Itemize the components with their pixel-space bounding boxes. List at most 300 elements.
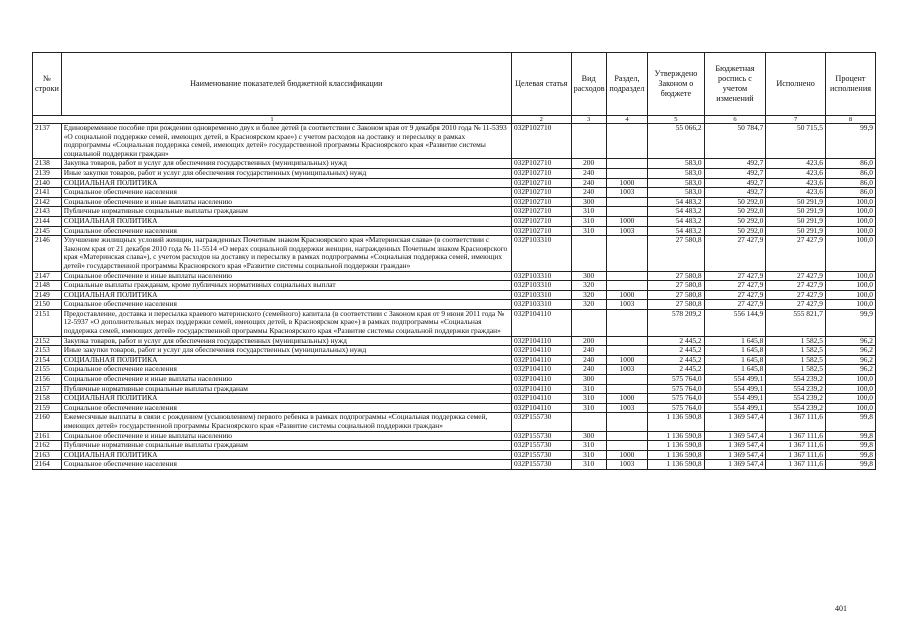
row-number: 2154 (33, 355, 62, 365)
header-row-no: № строки (33, 53, 62, 116)
indicator-name: Социальное обеспечение населения (61, 188, 511, 198)
target-article: 032Р103310 (511, 236, 571, 271)
approved-amount: 1 136 590,8 (648, 450, 704, 460)
target-article: 032Р102710 (511, 178, 571, 188)
row-number: 2147 (33, 271, 62, 281)
executed-amount: 423,6 (766, 188, 826, 198)
row-number: 2139 (33, 168, 62, 178)
table-row (33, 216, 876, 226)
budget-list-amount: 1 369 547,4 (704, 413, 766, 431)
target-article: 032Р104110 (511, 346, 571, 356)
section-code (606, 441, 648, 451)
expense-type: 200 (571, 159, 606, 169)
header-approved: Утверждено Законом о бюджете (648, 53, 704, 116)
indicator-name: Иные закупки товаров, работ и услуг для обеспечения государственных (муниципальных) нужд (61, 346, 511, 356)
table-row (33, 178, 876, 188)
target-article: 032Р102710 (511, 216, 571, 226)
execution-percent: 99,9 (825, 124, 875, 159)
table-row (33, 188, 876, 198)
target-article: 032Р102710 (511, 226, 571, 236)
budget-list-amount: 27 427,9 (704, 290, 766, 300)
execution-percent: 100,0 (825, 384, 875, 394)
budget-list-amount: 50 292,0 (704, 226, 766, 236)
header-name: Наименование показателей бюджетной классификации (61, 53, 511, 116)
executed-amount: 50 291,9 (766, 216, 826, 226)
approved-amount: 583,0 (648, 168, 704, 178)
target-article: 032Р155730 (511, 460, 571, 470)
execution-percent: 99,8 (825, 441, 875, 451)
table-header-row (33, 53, 876, 116)
approved-amount: 1 136 590,8 (648, 441, 704, 451)
indicator-name: Социальное обеспечение и иные выплаты населению (61, 375, 511, 385)
table-row (33, 441, 876, 451)
header-razdel: Раздел, подраздел (606, 53, 648, 116)
row-number: 2162 (33, 441, 62, 451)
executed-amount: 50 291,9 (766, 197, 826, 207)
column-number: 4 (606, 116, 648, 124)
target-article: 032Р103310 (511, 300, 571, 310)
approved-amount: 27 580,8 (648, 300, 704, 310)
indicator-name: СОЦИАЛЬНАЯ ПОЛИТИКА (61, 178, 511, 188)
indicator-name: Социальное обеспечение населения (61, 226, 511, 236)
execution-percent: 96,2 (825, 355, 875, 365)
expense-type: 240 (571, 168, 606, 178)
expense-type (571, 124, 606, 159)
approved-amount: 27 580,8 (648, 290, 704, 300)
approved-amount: 583,0 (648, 188, 704, 198)
column-number: 8 (825, 116, 875, 124)
budget-list-amount: 1 369 547,4 (704, 431, 766, 441)
approved-amount: 583,0 (648, 178, 704, 188)
target-article: 032Р155730 (511, 450, 571, 460)
expense-type: 300 (571, 431, 606, 441)
indicator-name: Социальное обеспечение и иные выплаты населению (61, 431, 511, 441)
approved-amount: 1 136 590,8 (648, 460, 704, 470)
approved-amount: 54 483,2 (648, 197, 704, 207)
approved-amount: 1 136 590,8 (648, 413, 704, 431)
budget-list-amount: 1 369 547,4 (704, 460, 766, 470)
indicator-name: СОЦИАЛЬНАЯ ПОЛИТИКА (61, 355, 511, 365)
table-row (33, 124, 876, 159)
approved-amount: 583,0 (648, 159, 704, 169)
approved-amount: 54 483,2 (648, 216, 704, 226)
table-row (33, 413, 876, 431)
table-row (33, 336, 876, 346)
column-number-row (33, 116, 876, 124)
section-code (606, 207, 648, 217)
budget-list-amount: 492,7 (704, 178, 766, 188)
section-code: 1000 (606, 394, 648, 404)
expense-type: 240 (571, 346, 606, 356)
budget-list-amount: 554 499,1 (704, 394, 766, 404)
indicator-name: Социальное обеспечение населения (61, 460, 511, 470)
target-article: 032Р102710 (511, 197, 571, 207)
indicator-name: Ежемесячные выплаты в связи с рождением (усыновлением) первого ребенка в рамках подпрограммы «Социальная поддержка семей, имеющих детей» государственной программы Красноярского края «Развитие системы социальной поддержки граждан» (61, 413, 511, 431)
executed-amount: 423,6 (766, 178, 826, 188)
indicator-name: Социальное обеспечение населения (61, 403, 511, 413)
budget-list-amount: 1 645,8 (704, 365, 766, 375)
target-article: 032Р104110 (511, 384, 571, 394)
row-number: 2156 (33, 375, 62, 385)
section-code: 1003 (606, 365, 648, 375)
expense-type: 310 (571, 207, 606, 217)
table-row (33, 375, 876, 385)
expense-type: 310 (571, 394, 606, 404)
execution-percent: 100,0 (825, 236, 875, 271)
executed-amount: 27 427,9 (766, 281, 826, 291)
expense-type: 200 (571, 336, 606, 346)
execution-percent: 99,8 (825, 460, 875, 470)
table-row (33, 460, 876, 470)
row-number: 2138 (33, 159, 62, 169)
indicator-name: Закупка товаров, работ и услуг для обеспечения государственных (муниципальных) нужд (61, 159, 511, 169)
row-number: 2160 (33, 413, 62, 431)
budget-list-amount: 1 645,8 (704, 346, 766, 356)
budget-list-amount: 27 427,9 (704, 271, 766, 281)
budget-list-amount: 492,7 (704, 168, 766, 178)
execution-percent: 96,2 (825, 346, 875, 356)
indicator-name: СОЦИАЛЬНАЯ ПОЛИТИКА (61, 290, 511, 300)
target-article: 032Р155730 (511, 413, 571, 431)
approved-amount: 2 445,2 (648, 355, 704, 365)
section-code: 1000 (606, 178, 648, 188)
execution-percent: 100,0 (825, 197, 875, 207)
approved-amount: 2 445,2 (648, 346, 704, 356)
row-number: 2141 (33, 188, 62, 198)
section-code (606, 384, 648, 394)
row-number: 2153 (33, 346, 62, 356)
target-article: 032Р104110 (511, 375, 571, 385)
executed-amount: 1 367 111,6 (766, 450, 826, 460)
section-code (606, 336, 648, 346)
target-article: 032Р102710 (511, 168, 571, 178)
execution-percent: 100,0 (825, 375, 875, 385)
target-article: 032Р103310 (511, 281, 571, 291)
approved-amount: 2 445,2 (648, 336, 704, 346)
execution-percent: 99,9 (825, 309, 875, 336)
table-row (33, 384, 876, 394)
row-number: 2164 (33, 460, 62, 470)
budget-list-amount: 492,7 (704, 159, 766, 169)
executed-amount: 554 239,2 (766, 384, 826, 394)
execution-percent: 86,0 (825, 178, 875, 188)
section-code: 1000 (606, 355, 648, 365)
section-code: 1003 (606, 226, 648, 236)
column-number: 2 (511, 116, 571, 124)
target-article: 032Р155730 (511, 441, 571, 451)
indicator-name: Социальное обеспечение населения (61, 300, 511, 310)
expense-type: 310 (571, 450, 606, 460)
indicator-name: Единовременное пособие при рождении одновременно двух и более детей (в соответствии с Законом края от 9 декабря 2010 года № 11-5393 «О социальной поддержке семей, имеющих детей, в Красноярском крае») с учетом расходов на доставку и пересылку в рамках подпрограммы «Социальная поддержка семей, имеющих детей» государственной программы Красноярского края «Развитие системы социальной поддержки граждан» (61, 124, 511, 159)
section-code: 1003 (606, 460, 648, 470)
row-number: 2144 (33, 216, 62, 226)
execution-percent: 100,0 (825, 394, 875, 404)
section-code (606, 375, 648, 385)
target-article: 032Р104110 (511, 309, 571, 336)
row-number: 2159 (33, 403, 62, 413)
target-article: 032Р104110 (511, 355, 571, 365)
expense-type: 240 (571, 365, 606, 375)
executed-amount: 555 821,7 (766, 309, 826, 336)
budget-list-amount: 492,7 (704, 188, 766, 198)
budget-list-amount: 1 369 547,4 (704, 450, 766, 460)
indicator-name: СОЦИАЛЬНАЯ ПОЛИТИКА (61, 216, 511, 226)
section-code (606, 413, 648, 431)
column-number: 1 (33, 116, 512, 124)
expense-type (571, 309, 606, 336)
table-row (33, 226, 876, 236)
execution-percent: 100,0 (825, 300, 875, 310)
indicator-name: Предоставление, доставка и пересылка краевого материнского (семейного) капитала (в соответствии с Законом края от 9 июня 2011 года № 12-5937 «О дополнительных мерах поддержки семей, имеющих детей, в Красноярском крае») в рамках подпрограммы «Социальная поддержка семей, имеющих детей» государственной программы Красноярского края «Развитие системы социальной поддержки граждан» (61, 309, 511, 336)
header-budget-list: Бюджетная роспись с учетом изменений (704, 53, 766, 116)
row-number: 2145 (33, 226, 62, 236)
executed-amount: 1 582,5 (766, 365, 826, 375)
table-row (33, 290, 876, 300)
approved-amount: 54 483,2 (648, 226, 704, 236)
executed-amount: 1 582,5 (766, 346, 826, 356)
table-row (33, 450, 876, 460)
header-percent: Процент исполнения (825, 53, 875, 116)
table-row (33, 207, 876, 217)
indicator-name: Закупка товаров, работ и услуг для обеспечения государственных (муниципальных) нужд (61, 336, 511, 346)
expense-type: 300 (571, 271, 606, 281)
expense-type: 320 (571, 281, 606, 291)
execution-percent: 100,0 (825, 216, 875, 226)
approved-amount: 27 580,8 (648, 236, 704, 271)
table-row (33, 281, 876, 291)
row-number: 2152 (33, 336, 62, 346)
table-row (33, 300, 876, 310)
indicator-name: СОЦИАЛЬНАЯ ПОЛИТИКА (61, 450, 511, 460)
execution-percent: 86,0 (825, 188, 875, 198)
indicator-name: Социальное обеспечение населения (61, 365, 511, 375)
section-code (606, 271, 648, 281)
expense-type: 240 (571, 188, 606, 198)
table-row (33, 403, 876, 413)
approved-amount: 575 764,0 (648, 375, 704, 385)
approved-amount: 55 066,2 (648, 124, 704, 159)
expense-type: 310 (571, 216, 606, 226)
header-executed: Исполнено (766, 53, 826, 116)
executed-amount: 423,6 (766, 168, 826, 178)
budget-list-amount: 27 427,9 (704, 281, 766, 291)
expense-type (571, 236, 606, 271)
column-number: 7 (766, 116, 826, 124)
row-number: 2157 (33, 384, 62, 394)
column-number: 5 (648, 116, 704, 124)
expense-type: 310 (571, 403, 606, 413)
expense-type: 310 (571, 441, 606, 451)
approved-amount: 2 445,2 (648, 365, 704, 375)
execution-percent: 100,0 (825, 226, 875, 236)
expense-type: 320 (571, 300, 606, 310)
budget-list-amount: 1 369 547,4 (704, 441, 766, 451)
executed-amount: 27 427,9 (766, 236, 826, 271)
section-code (606, 281, 648, 291)
section-code: 1003 (606, 188, 648, 198)
target-article: 032Р104110 (511, 365, 571, 375)
executed-amount: 1 367 111,6 (766, 431, 826, 441)
execution-percent: 100,0 (825, 207, 875, 217)
table-row (33, 431, 876, 441)
executed-amount: 554 239,2 (766, 375, 826, 385)
indicator-name: Публичные нормативные социальные выплаты гражданам (61, 384, 511, 394)
section-code: 1000 (606, 216, 648, 226)
approved-amount: 1 136 590,8 (648, 431, 704, 441)
executed-amount: 1 582,5 (766, 336, 826, 346)
section-code (606, 309, 648, 336)
indicator-name: Публичные нормативные социальные выплаты гражданам (61, 207, 511, 217)
executed-amount: 1 582,5 (766, 355, 826, 365)
target-article: 032Р104110 (511, 394, 571, 404)
page-number: 401 (835, 604, 847, 613)
expense-type: 310 (571, 460, 606, 470)
row-number: 2143 (33, 207, 62, 217)
table-row (33, 271, 876, 281)
header-vid: Вид расходов (571, 53, 606, 116)
executed-amount: 27 427,9 (766, 271, 826, 281)
budget-list-amount: 50 292,0 (704, 216, 766, 226)
indicator-name: Публичные нормативные социальные выплаты гражданам (61, 441, 511, 451)
header-target: Целевая статья (511, 53, 571, 116)
row-number: 2161 (33, 431, 62, 441)
section-code (606, 159, 648, 169)
executed-amount: 50 291,9 (766, 207, 826, 217)
executed-amount: 1 367 111,6 (766, 441, 826, 451)
approved-amount: 27 580,8 (648, 281, 704, 291)
table-row (33, 394, 876, 404)
indicator-name: Иные закупки товаров, работ и услуг для обеспечения государственных (муниципальных) нужд (61, 168, 511, 178)
approved-amount: 575 764,0 (648, 384, 704, 394)
section-code (606, 197, 648, 207)
execution-percent: 100,0 (825, 281, 875, 291)
row-number: 2158 (33, 394, 62, 404)
execution-percent: 99,8 (825, 450, 875, 460)
target-article: 032Р104110 (511, 336, 571, 346)
budget-list-amount: 50 784,7 (704, 124, 766, 159)
table-row (33, 159, 876, 169)
approved-amount: 54 483,2 (648, 207, 704, 217)
execution-percent: 86,0 (825, 168, 875, 178)
execution-percent: 96,2 (825, 365, 875, 375)
execution-percent: 100,0 (825, 271, 875, 281)
section-code: 1000 (606, 290, 648, 300)
row-number: 2149 (33, 290, 62, 300)
budget-list-amount: 27 427,9 (704, 236, 766, 271)
table-row (33, 355, 876, 365)
row-number: 2137 (33, 124, 62, 159)
table-row (33, 168, 876, 178)
table-row (33, 197, 876, 207)
target-article: 032Р103310 (511, 271, 571, 281)
section-code (606, 236, 648, 271)
expense-type (571, 413, 606, 431)
row-number: 2163 (33, 450, 62, 460)
row-number: 2148 (33, 281, 62, 291)
expense-type: 240 (571, 178, 606, 188)
expense-type: 310 (571, 384, 606, 394)
expense-type: 310 (571, 226, 606, 236)
execution-percent: 100,0 (825, 290, 875, 300)
budget-list-amount: 50 292,0 (704, 207, 766, 217)
budget-table (32, 52, 876, 470)
indicator-name: Улучшение жилищных условий женщин, награжденных Почетным знаком Красноярского края «Материнская слава» (в соответствии с Законом края от 21 декабря 2010 года № 11-5514 «О мерах социальной поддержки женщин, награжденных Почетным знаком Красноярского края «Материнская слава»), с учетом расходов на доставку и пересылку в рамках подпрограммы «Социальная поддержка семей, имеющих детей» государственной программы Красноярского края «Развитие системы социальной поддержки граждан» (61, 236, 511, 271)
row-number: 2142 (33, 197, 62, 207)
executed-amount: 554 239,2 (766, 394, 826, 404)
executed-amount: 27 427,9 (766, 300, 826, 310)
section-code (606, 431, 648, 441)
budget-list-amount: 27 427,9 (704, 300, 766, 310)
executed-amount: 27 427,9 (766, 290, 826, 300)
budget-list-amount: 554 499,1 (704, 384, 766, 394)
execution-percent: 99,8 (825, 413, 875, 431)
executed-amount: 50 715,5 (766, 124, 826, 159)
executed-amount: 50 291,9 (766, 226, 826, 236)
target-article: 032Р102710 (511, 188, 571, 198)
execution-percent: 96,2 (825, 336, 875, 346)
table-row (33, 309, 876, 336)
column-number: 3 (571, 116, 606, 124)
approved-amount: 575 764,0 (648, 403, 704, 413)
expense-type: 320 (571, 290, 606, 300)
indicator-name: Социальное обеспечение и иные выплаты населению (61, 271, 511, 281)
execution-percent: 100,0 (825, 403, 875, 413)
target-article: 032Р102710 (511, 207, 571, 217)
row-number: 2150 (33, 300, 62, 310)
indicator-name: СОЦИАЛЬНАЯ ПОЛИТИКА (61, 394, 511, 404)
expense-type: 300 (571, 375, 606, 385)
table-row (33, 346, 876, 356)
section-code: 1003 (606, 300, 648, 310)
execution-percent: 99,8 (825, 431, 875, 441)
budget-list-amount: 50 292,0 (704, 197, 766, 207)
section-code: 1003 (606, 403, 648, 413)
section-code: 1000 (606, 450, 648, 460)
executed-amount: 423,6 (766, 159, 826, 169)
budget-list-amount: 554 499,1 (704, 403, 766, 413)
executed-amount: 1 367 111,6 (766, 460, 826, 470)
execution-percent: 86,0 (825, 159, 875, 169)
expense-type: 300 (571, 197, 606, 207)
row-number: 2151 (33, 309, 62, 336)
executed-amount: 554 239,2 (766, 403, 826, 413)
budget-list-amount: 556 144,9 (704, 309, 766, 336)
target-article: 032Р104110 (511, 403, 571, 413)
indicator-name: Социальное обеспечение и иные выплаты населению (61, 197, 511, 207)
section-code (606, 124, 648, 159)
budget-list-amount: 1 645,8 (704, 355, 766, 365)
budget-list-amount: 554 499,1 (704, 375, 766, 385)
target-article: 032Р102710 (511, 159, 571, 169)
target-article: 032Р155730 (511, 431, 571, 441)
executed-amount: 1 367 111,6 (766, 413, 826, 431)
target-article: 032Р102710 (511, 124, 571, 159)
row-number: 2155 (33, 365, 62, 375)
table-body (33, 116, 876, 470)
approved-amount: 575 764,0 (648, 394, 704, 404)
budget-list-amount: 1 645,8 (704, 336, 766, 346)
section-code (606, 346, 648, 356)
target-article: 032Р103310 (511, 290, 571, 300)
row-number: 2140 (33, 178, 62, 188)
column-number: 6 (704, 116, 766, 124)
approved-amount: 578 209,2 (648, 309, 704, 336)
row-number: 2146 (33, 236, 62, 271)
indicator-name: Социальные выплаты гражданам, кроме публичных нормативных социальных выплат (61, 281, 511, 291)
table-row (33, 365, 876, 375)
expense-type: 240 (571, 355, 606, 365)
approved-amount: 27 580,8 (648, 271, 704, 281)
